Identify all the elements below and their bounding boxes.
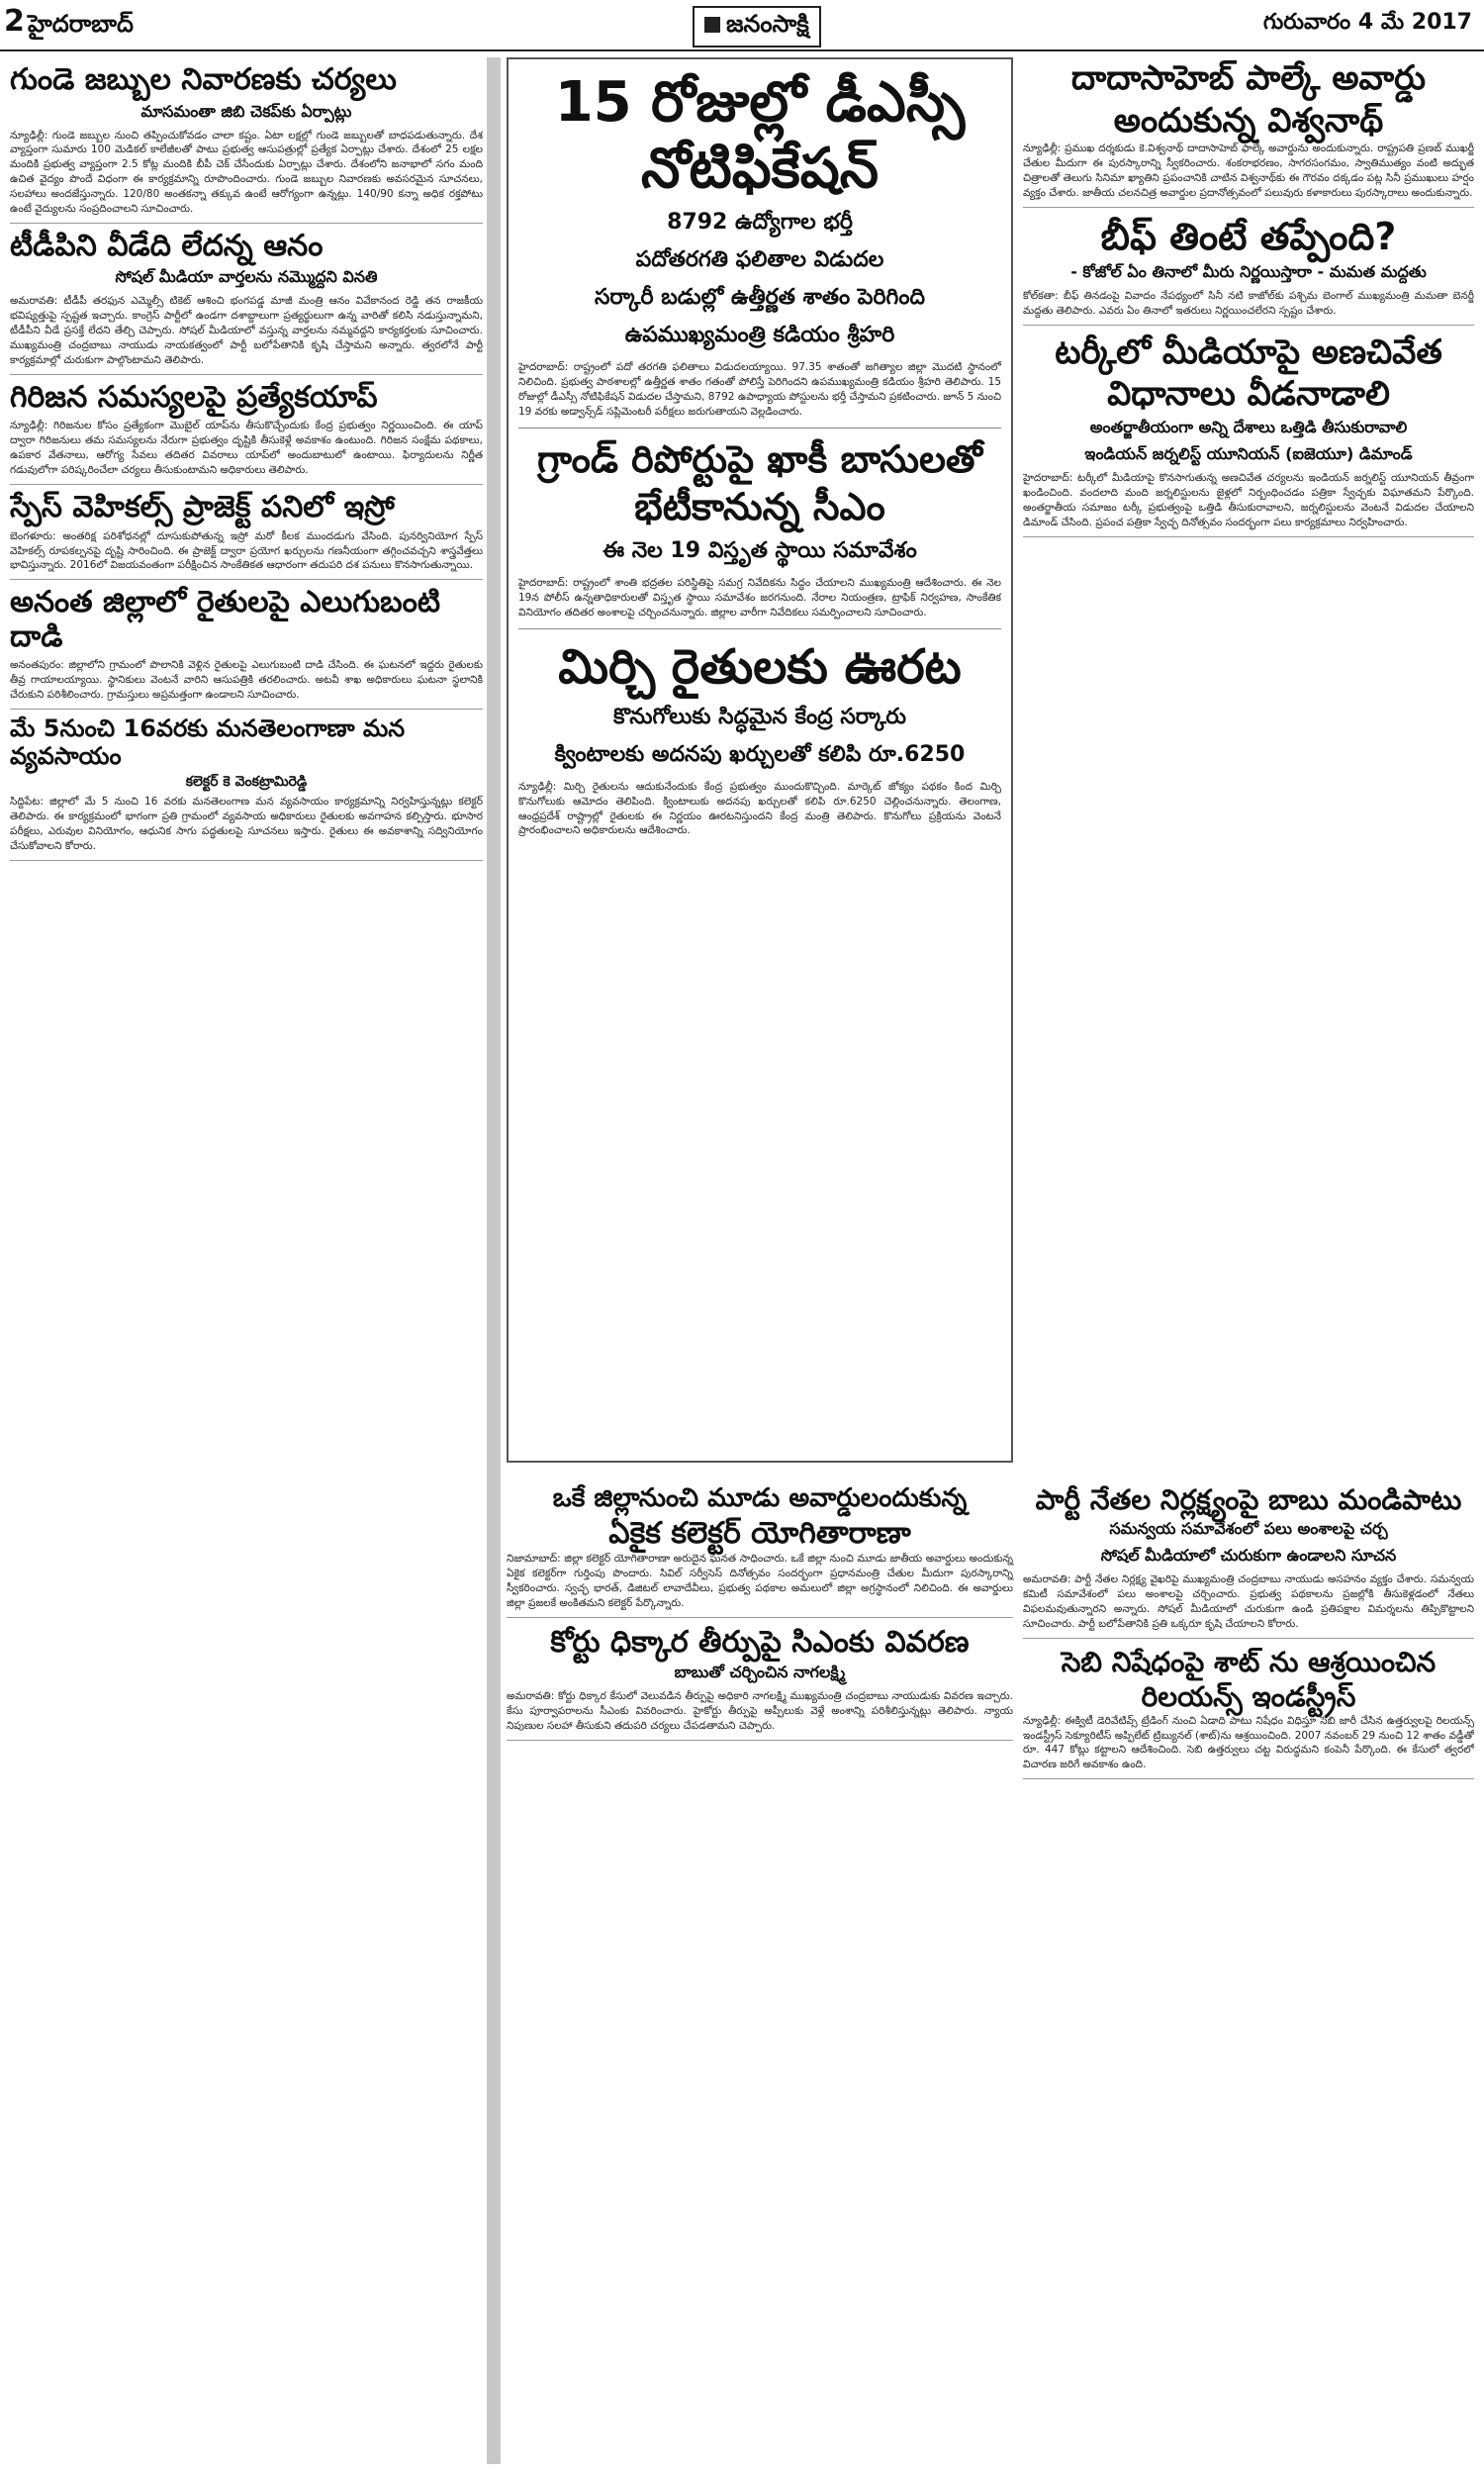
headline: పార్టీ నేతల నిర్లక్ష్యంపై బాబు మండిపాటు	[1035, 1483, 1462, 1516]
paper-logo	[693, 6, 821, 48]
lower-left	[507, 1482, 1013, 2462]
story-heart	[10, 63, 483, 224]
headline: గ్రాండ్ రిపోర్టుపై ఖాకీ బాసులతో భేటీకానున్న సీఎం	[536, 437, 982, 528]
lower-right	[1023, 1482, 1474, 2462]
headline: ఒకే జిల్లానుంచి మూడు అవార్డులందుకున్న	[552, 1483, 968, 1513]
story-babu	[1023, 1482, 1474, 1639]
paper-name: జనంసాక్షి	[726, 10, 809, 38]
deck: ఇండియన్ జర్నలిస్ట్ యూనియన్ (ఐజెయూ) డిమాండ్	[1084, 443, 1413, 463]
headline: టీడీపిని వీడేది లేదన్న ఆనం	[10, 228, 324, 263]
story-grand-report	[518, 436, 1001, 620]
deck: ఉపముఖ్యమంత్రి కడియం శ్రీహరి	[624, 323, 895, 348]
story-turkey-media	[1023, 332, 1474, 537]
page-number: 2	[4, 4, 25, 39]
right-inner-column	[1023, 57, 1474, 1463]
boxed-section	[507, 57, 1013, 1463]
newspaper-icon	[704, 17, 720, 33]
story-body: కోల్‌కతా: బీఫ్ తినడంపై వివాదం నేపథ్యంలో సినీ నటి కాజోల్‌కు పశ్చిమ బెంగాల్ ముఖ్యమంత్రి మమతా బెనర్జీ మద్దతు తెలిపారు. ఎవరు ఏం తినాలో ఇతరులు నిర్ణయించలేరని స్పష్టం చేశారు.	[1023, 290, 1474, 318]
story-body: అమరావతి: పార్టీ నేతల నిర్లక్ష్య వైఖరిపై ముఖ్యమంత్రి చంద్రబాబు నాయుడు అసహనం వ్యక్తం చేశారు. సమన్వయ కమిటీ సమావేశంలో పలు అంశాలపై చర్చించారు. ప్రభుత్వ పథకాలను ప్రజల్లోకి తీసుకెళ్లడంలో నేతలు విఫలమవుతున్నారని అన్నారు. సోషల్ మీడియాలో చురుకుగా ఉండి ప్రతిపక్షాల విమర్శలను తిప్పికొట్టాలని సూచించారు. పార్టీ బలోపేతానికి ప్రతి ఒక్కరూ కృషి చేయాలని కోరారు.	[1023, 1573, 1474, 1630]
deck: - కోజోల్ ఏం తినాలో మీరు నిర్ణయిస్తారా - మమత మద్దతు	[1070, 262, 1427, 282]
headline: టర్కీలో మీడియాపై అణచివేత విధానాలు వీడనాడాలి	[1055, 332, 1442, 415]
story-body: బెంగళూరు: అంతరిక్ష పరిశోధనల్లో దూసుకుపోతున్న ఇస్రో మరో కీలక ముందడుగు వేసింది. పునర్వినియోగ స్పేస్ వెహికల్స్ రూపకల్పనపై దృష్టి సారించింది. ఈ ప్రాజెక్ట్ ద్వారా ప్రయోగ ఖర్చులను గణనీయంగా తగ్గించవచ్చని శాస్త్రవేత్తలు భావిస్తున్నారు. 2016లో విజయవంతంగా పరీక్షించిన సాంకేతికత ఆధారంగా తదుపరి దశ పనులు కొనసాగుతున్నాయి.	[10, 529, 483, 572]
story-collector	[507, 1482, 1013, 1618]
left-column	[10, 57, 483, 2464]
story-body: న్యూఢిల్లీ: ఈక్విటీ డెరివేటివ్స్ ట్రేడింగ్ నుంచి ఏడాది పాటు నిషేధం విధిస్తూ సెబి జారీ చేసిన ఉత్తర్వులపై రిలయన్స్ ఇండస్ట్రీస్ సెక్యూరిటీస్ అప్పిలేట్ ట్రిబ్యునల్ (శాట్)ను ఆశ్రయించింది. 2007 నవంబర్ 29 నుంచి 12 శాతం వడ్డీతో రూ. 447 కోట్లు కట్టాలని ఆదేశించింది. సెబి ఉత్తర్వులు చట్ట విరుద్ధమని కంపెనీ పేర్కొంది. ఈ కేసులో త్వరలో విచారణ జరిగే అవకాశం ఉంది.	[1023, 1714, 1474, 1771]
story-agriculture	[10, 715, 483, 861]
story-body: అమరావతి: టీడీపీ తరఫున ఎమ్మెల్సీ టికెట్ ఆశించి భంగపడ్డ మాజీ మంత్రి ఆనం వివేకానంద రెడ్డి తన రాజకీయ భవిష్యత్తుపై స్పష్టత ఇచ్చారు. కాంగ్రెస్ పార్టీలో ఉండగా దశాబ్దాలుగా ప్రత్యర్థులుగా ఉన్న వారితో కలిసి నడుస్తున్నామని, టీడీపీని వీడే ప్రసక్తే లేదని తేల్చి చెప్పారు. సోషల్ మీడియాలో వస్తున్న వార్తలను నమ్మవద్దని కార్యకర్తలకు సూచించారు. ముఖ్యమంత్రి చంద్రబాబు నాయుడు నాయకత్వంలో పార్టీ బలోపేతానికి కృషి చేస్తామని అన్నారు. త్వరలోనే పార్టీ కార్యక్రమాల్లో చురుకుగా పాల్గొంటామని తెలిపారు.	[10, 295, 483, 367]
divider	[518, 628, 1001, 629]
deck: ఈ నెల 19 విస్తృత స్థాయి సమావేశం	[603, 538, 917, 563]
headline: బీఫ్ తింటే తప్పేంది?	[1100, 214, 1397, 258]
headline: దాదాసాహెబ్ పాల్కే అవార్డు అందుకున్న విశ్వనాథ్	[1070, 58, 1427, 141]
headline-line-2: ఏకైక కలెక్టర్ యోగితారాణా	[608, 1515, 911, 1551]
deck: సర్కారీ బడుల్లో ఉత్తీర్ణత శాతం పెరిగింది	[594, 285, 926, 311]
right-area	[507, 57, 1474, 2464]
story-body: అమరావతి: కోర్టు ధిక్కార కేసులో వెలువడిన తీర్పుపై అధికారి నాగలక్ష్మి ముఖ్యమంత్రి చంద్రబాబు నాయుడుకు వివరణ ఇచ్చారు. కేసు పూర్వాపరాలను సీఎంకు వివరించారు. హైకోర్టు తీర్పుపై అప్పీలుకు వెళ్లే అంశాన్ని పరిశీలిస్తున్నట్లు తెలిపారు. న్యాయ నిపుణుల సలహా తీసుకుని తదుపరి చర్యలు చేపడతామని చెప్పారు.	[507, 1690, 1013, 1732]
story-mirchi	[518, 637, 1001, 839]
story-body: నిజామాబాద్: జిల్లా కలెక్టర్ యోగితారాణా అరుదైన ఘనత సాధించారు. ఒకే జిల్లా నుంచి మూడు జాతీయ అవార్డులు అందుకున్న ఏకైక కలెక్టర్‌గా గుర్తింపు పొందారు. సివిల్ సర్వీసెస్ దినోత్సవం సందర్భంగా ప్రధానమంత్రి చేతుల మీదుగా పురస్కారాన్ని స్వీకరించారు. స్వచ్ఛ భారత్, డిజిటల్ లావాదేవీలు, ప్రభుత్వ పథకాల అమలులో జిల్లా అగ్రస్థానంలో నిలిచింది. ఈ అవార్డులు జిల్లా ప్రజలకే అంకితమని కలెక్టర్ పేర్కొన్నారు.	[507, 1553, 1013, 1609]
deck: 8792 ఉద్యోగాల భర్తీ	[667, 210, 853, 236]
section-name: హైదరాబాద్	[28, 10, 134, 38]
subheadline: మాసమంతా జిబి చెకప్‌కు ఏర్పాట్లు	[140, 101, 352, 121]
story-isro	[10, 491, 483, 580]
story-court	[507, 1624, 1013, 1741]
story-reliance	[1023, 1645, 1474, 1780]
story-body: న్యూఢిల్లీ: గుండె జబ్బుల నుంచి తప్పించుకోవడం చాలా కష్టం. ఏటా లక్షల్లో గుండె జబ్బులతో బాధపడుతున్నారు. దేశ వ్యాప్తంగా సుమారు 100 మెడికల్ కాలేజీలతో పాటు ప్రభుత్వ ఆసుపత్రుల్లో ప్రత్యేక ఏర్పాట్లు చేశారు. దేశంలో 25 లక్షల మందికి ప్రభుత్వ వ్యాప్తంగా 2.5 కోట్ల మందికి బీపీ చెక్ చేసేందుకు ఏర్పాట్లు చేశారు. దేశంలోని జనాభాలో సగం మంది ఉచిత వైద్యం పొందే విధంగా ఈ కార్యక్రమాన్ని రూపొందించారు. గుండె జబ్బుల నివారణకు అవసరమైన సూచనలు, సలహాలు అందజేస్తున్నారు. 120/80 అంతకన్నా తక్కువ ఉంటే ఆరోగ్యంగా ఉన్నట్లు. 140/90 కన్నా అధిక రక్తపోటు ఉంటే వైద్యులను సంప్రదించాలని సూచించారు.	[10, 129, 483, 216]
story-bear-attack	[10, 586, 483, 710]
deck: సమన్వయ సమావేశంలో పలు అంశాలపై చర్చ	[1109, 1519, 1388, 1538]
deck: బాబుతో చర్చించిన నాగలక్ష్మి	[674, 1663, 846, 1682]
headline: కోర్టు ధిక్కార తీర్పుపై సిఎంకు వివరణ	[550, 1624, 970, 1660]
deck: అంతర్జాతీయంగా అన్ని దేశాలు ఒత్తిడి తీసుకురావాలి	[1089, 417, 1408, 436]
story-dsc	[518, 69, 1001, 420]
headline: గుండె జబ్బుల నివారణకు చర్యలు	[10, 62, 397, 97]
story-body: హైదరాబాద్: టర్కీలో మీడియాపై కొనసాగుతున్న అణచివేత చర్యలను ఇండియన్ జర్నలిస్ట్ యూనియన్ తీవ్రంగా ఖండించింది. వందలాది మంది జర్నలిస్టులను జైళ్లలో నిర్బంధించడం పత్రికా స్వేచ్ఛకు విఘాతమని పేర్కొంది. అంతర్జాతీయ సమాజం టర్కీ ప్రభుత్వంపై ఒత్తిడి తీసుకురావాలని, జర్నలిస్టులను వెంటనే విడుదల చేయాలని డిమాండ్ చేసింది. ప్రపంచ పత్రికా స్వేచ్ఛ దినోత్సవం సందర్భంగా పలు కార్యక్రమాలు నిర్వహించారు.	[1023, 471, 1474, 528]
story-tribal-app	[10, 381, 483, 485]
deck: క్వింటాలకు అదనపు ఖర్చులతో కలిపి రూ.6250	[554, 741, 966, 767]
headline: మే 5నుంచి 16వరకు మనతెలంగాణా మన వ్యవసాయం	[10, 714, 406, 770]
story-beef	[1023, 214, 1474, 326]
story-body: హైదరాబాద్: రాష్ట్రంలో శాంతి భద్రతల పరిస్థితిపై సమగ్ర నివేదికను సిద్ధం చేయాలని ముఖ్యమంత్రి ఆదేశించారు. ఈ నెల 19న పోలీస్ ఉన్నతాధికారులతో విస్తృత స్థాయి సమావేశం జరగనుంది. నేరాల నియంత్రణ, ట్రాఫిక్ నిర్వహణ, సాంకేతిక వినియోగం తదితర అంశాలపై చర్చించనున్నారు. జిల్లాల వారీగా నివేదికలు సమర్పించాలని సూచించారు.	[518, 577, 1001, 618]
column-divider	[487, 57, 501, 2464]
headline: స్పేస్ వెహికల్స్ ప్రాజెక్ట్ పనిలో ఇస్రో	[10, 490, 395, 525]
issue-date: గురువారం 4 మే 2017	[1262, 10, 1472, 35]
story-body: సిద్దిపేట: జిల్లాలో మే 5 నుంచి 16 వరకు మనతెలంగాణ మన వ్యవసాయం కార్యక్రమాన్ని నిర్వహిస్తున్నట్లు కలెక్టర్ తెలిపారు. ఈ కార్యక్రమంలో భాగంగా ప్రతి గ్రామంలో వ్యవసాయ అధికారులు రైతులకు అవగాహన కల్పిస్తారు. భూసార పరీక్షలు, ఎరువుల వినియోగం, ఆధునిక సాగు పద్ధతులపై సూచనలు ఇస్తారు. రైతులు ఈ అవకాశాన్ని సద్వినియోగం చేసుకోవాలని కోరారు.	[10, 796, 483, 852]
story-body: న్యూఢిల్లీ: గిరిజనుల కోసం ప్రత్యేకంగా మొబైల్ యాప్‌ను తీసుకొచ్చేందుకు కేంద్ర ప్రభుత్వం నిర్ణయించింది. ఈ యాప్ ద్వారా గిరిజనులు తమ సమస్యలను నేరుగా ప్రభుత్వం దృష్టికి తీసుకెళ్లే అవకాశం ఉంటుంది. గిరిజన సంక్షేమ పథకాలు, ఉపకార వేతనాలు, ఆరోగ్య సేవలు తదితర వివరాలు యాప్‌లో అందుబాటులో ఉంటాయి. ఫిర్యాదులను నిర్ణీత గడువులోగా పరిష్కరించేలా చర్యలు తీసుకుంటామని అధికారులు తెలిపారు.	[10, 420, 483, 477]
story-body: హైదరాబాద్: రాష్ట్రంలో పదో తరగతి ఫలితాలు విడుదలయ్యాయి. 97.35 శాతంతో జగిత్యాల జిల్లా మొదటి స్థానంలో నిలిచింది. ప్రభుత్వ పాఠశాలల్లో ఉత్తీర్ణత శాతం గతంతో పోలిస్తే పెరిగిందని ఉపముఖ్యమంత్రి కడియం శ్రీహరి తెలిపారు. 15 రోజుల్లో డీఎస్సీ నోటిఫికేషన్ విడుదల చేస్తామని, 8792 ఉపాధ్యాయ పోస్టులను భర్తీ చేస్తామని ప్రకటించారు. జూన్ 5 నుంచి 19 వరకు అడ్వాన్స్‌డ్ సప్లిమెంటరీ పరీక్షలు జరుగుతాయని వెల్లడించారు.	[518, 361, 1001, 419]
deck: సోషల్ మీడియాలో చురుకుగా ఉండాలని సూచన	[1100, 1546, 1397, 1565]
headline: మిర్చి రైతులకు ఊరట	[558, 638, 962, 695]
story-viswanath	[1023, 57, 1474, 208]
story-anam	[10, 230, 483, 375]
headline: 15 రోజుల్లో డీఎస్సీ నోటిఫికేషన్	[554, 70, 966, 202]
story-body: అనంతపురం: జిల్లాలోని గ్రామంలో పొలానికి వెళ్లిన రైతులపై ఎలుగుబంటి దాడి చేసింది. ఈ ఘటనలో ఇద్దరు రైతులకు తీవ్ర గాయాలయ్యాయి. స్థానికులు వెంటనే వారిని ఆసుపత్రికి తరలించారు. అటవీ శాఖ అధికారులు ఘటనా స్థలానికి చేరుకుని పరిశీలించారు. గ్రామస్తులు అప్రమత్తంగా ఉండాలని సూచించారు.	[10, 659, 483, 702]
headline: అనంత జిల్లాలో రైతులపై ఎలుగుబంటి దాడి	[10, 585, 440, 654]
byline: కలెక్టర్ కె వెంకట్రామిరెడ్డి	[185, 774, 308, 791]
story-body: న్యూఢిల్లీ: మిర్చి రైతులను ఆదుకునేందుకు కేంద్ర ప్రభుత్వం ముందుకొచ్చింది. మార్కెట్ జోక్యం పథకం కింద మిర్చి కొనుగోలుకు ఆమోదం తెలిపింది. క్వింటాలుకు అదనపు ఖర్చులతో కలిపి రూ.6250 చెల్లించనున్నారు. తెలంగాణ, ఆంధ్రప్రదేశ్ రాష్ట్రాల్లో రైతులకు ఈ నిర్ణయం ఊరటనిస్తుందని కేంద్ర మంత్రి తెలిపారు. కొనుగోలు ప్రక్రియను వెంటనే ప్రారంభించాలని అధికారులను ఆదేశించారు.	[518, 780, 1001, 837]
masthead	[0, 0, 1484, 51]
deck: పదోతరగతి ఫలితాల విడుదల	[635, 247, 884, 273]
headline: సెబి నిషేధంపై శాట్ ను ఆశ్రయించిన రిలయన్స్ ఇండస్ట్రీస్	[1061, 1645, 1437, 1713]
headline: గిరిజన సమస్యలపై ప్రత్యేకయాప్	[10, 379, 378, 415]
subheadline: సోషల్ మీడియా వార్తలను నమ్మొద్దని వినతి	[115, 267, 378, 287]
story-body: న్యూఢిల్లీ: ప్రముఖ దర్శకుడు కె.విశ్వనాథ్ దాదాసాహెబ్ ఫాల్కే అవార్డును అందుకున్నారు. రాష్ట్రపతి ప్రణబ్ ముఖర్జీ చేతుల మీదుగా ఈ పురస్కారాన్ని స్వీకరించారు. శంకరాభరణం, సాగరసంగమం, స్వాతిముత్యం వంటి అద్భుత చిత్రాలతో తెలుగు సినిమా ఖ్యాతిని ప్రపంచానికి చాటిన విశ్వనాథ్‌కు ఈ గౌరవం దక్కడం పట్ల సినీ ప్రముఖులు హర్షం వ్యక్తం చేశారు. జాతీయ చలనచిత్ర అవార్డుల ప్రదానోత్సవంలో పలువురు కళాకారులు పురస్కారాలు అందుకున్నారు.	[1023, 143, 1474, 199]
deck: కొనుగోలుకు సిద్ధమైన కేంద్ర సర్కారు	[612, 704, 907, 729]
